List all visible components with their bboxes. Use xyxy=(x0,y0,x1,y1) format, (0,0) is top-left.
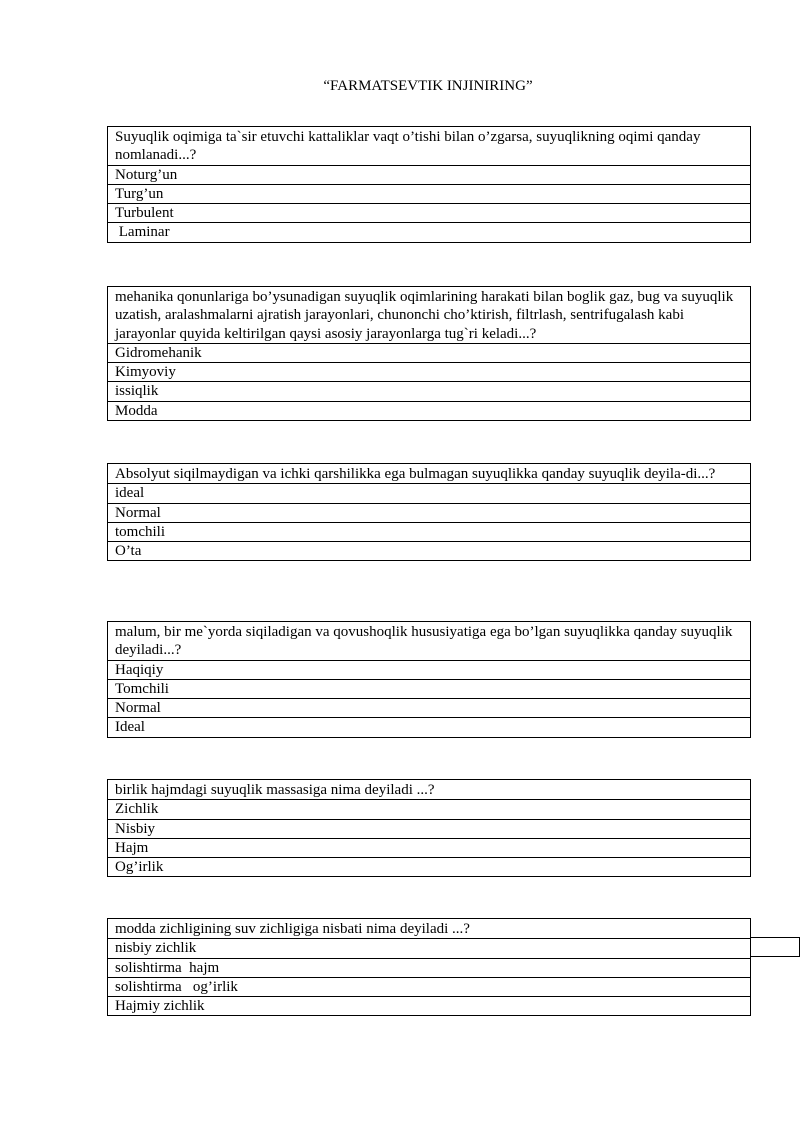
answer-option: issiqlik xyxy=(108,382,751,401)
answer-option: Nisbiy xyxy=(108,819,751,838)
answer-option: solishtirma hajm xyxy=(108,958,751,977)
question-table-5 xyxy=(107,779,751,877)
answer-option: Tomchili xyxy=(108,679,751,698)
answer-option: Hajmiy zichlik xyxy=(108,997,751,1016)
question-text: birlik hajmdagi suyuqlik massasiga nima deyiladi ...? xyxy=(108,780,751,800)
answer-option: Laminar xyxy=(108,223,751,242)
answer-option: nisbiy zichlik xyxy=(108,939,751,958)
question-text: mehanika qonunlariga bo’ysunadigan suyuqlik oqimlarining harakati bilan boglik gaz, bug va suyuqlik uzatish, aralashmalarni ajratish jarayonlari, chunonchi cho’ktirish, filtrlash, sentrifugalash kabi jarayonlar quyida keltirilgan qaysi asosiy jarayonlarga tug`ri keladi...? xyxy=(108,287,751,344)
answer-option: Normal xyxy=(108,503,751,522)
answer-option: O’ta xyxy=(108,542,751,561)
answer-option: Noturg’un xyxy=(108,165,751,184)
answer-option: Normal xyxy=(108,699,751,718)
document-title: “FARMATSEVTIK INJINIRING” xyxy=(323,78,533,94)
question-table-1 xyxy=(107,126,751,243)
question-text: malum, bir me`yorda siqiladigan va qovushoqlik hususiyatiga ega bo’lgan suyuqlikka qanday suyuqlik deyiladi...? xyxy=(108,622,751,661)
answer-option: Turbulent xyxy=(108,204,751,223)
answer-option: ideal xyxy=(108,484,751,503)
question-text: modda zichligining suv zichligiga nisbati nima deyiladi ...? xyxy=(108,919,751,939)
answer-option: Gidromehanik xyxy=(108,343,751,362)
answer-option: tomchili xyxy=(108,522,751,541)
question-text: Suyuqlik oqimiga ta`sir etuvchi kattaliklar vaqt o’tishi bilan o’zgarsa, suyuqlikning oqimi qanday nomlanadi...? xyxy=(108,127,751,166)
answer-option: Haqiqiy xyxy=(108,660,751,679)
answer-option: Zichlik xyxy=(108,800,751,819)
question-text: Absolyut siqilmaydigan va ichki qarshilikka ega bulmagan suyuqlikka qanday suyuqlik deyila-di...? xyxy=(108,464,751,484)
question-table-4 xyxy=(107,621,751,738)
question-table-3 xyxy=(107,463,751,561)
table-extra-cell xyxy=(750,937,800,957)
answer-option: Modda xyxy=(108,401,751,420)
answer-option: Turg’un xyxy=(108,184,751,203)
answer-option: Hajm xyxy=(108,838,751,857)
answer-option: Og’irlik xyxy=(108,858,751,877)
answer-option: Kimyoviy xyxy=(108,363,751,382)
answer-option: Ideal xyxy=(108,718,751,737)
question-table-6 xyxy=(107,918,751,1016)
question-table-2 xyxy=(107,286,751,421)
answer-option: solishtirma og’irlik xyxy=(108,977,751,996)
